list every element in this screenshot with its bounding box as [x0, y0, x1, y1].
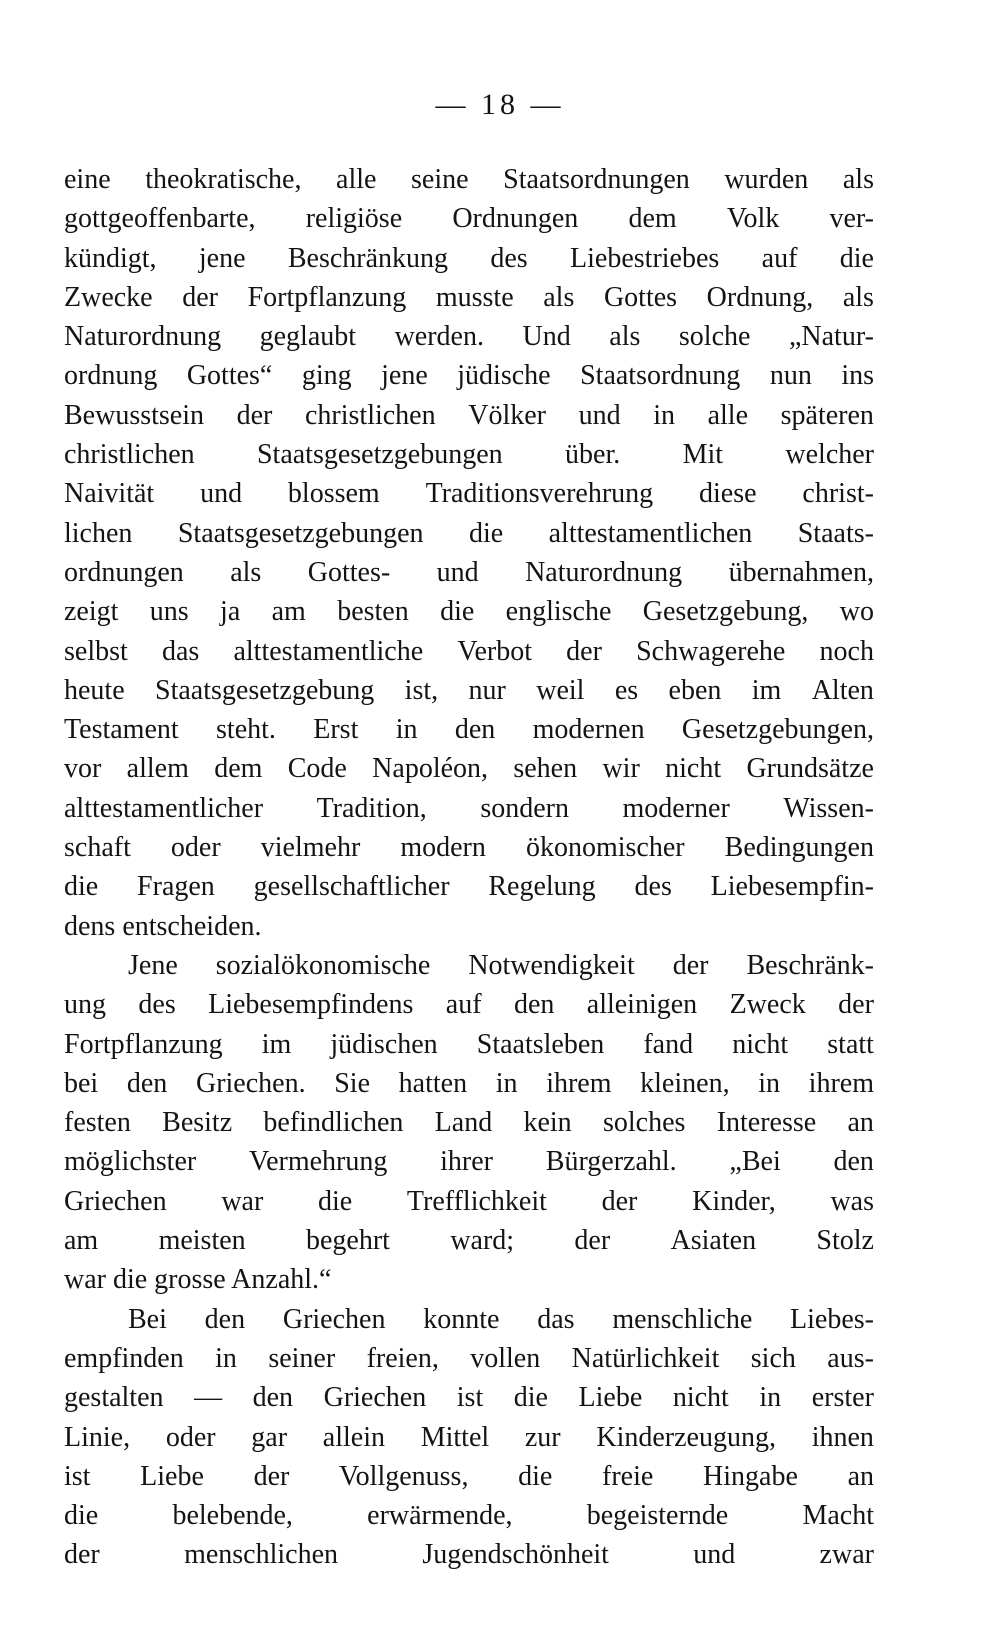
word: Wissen- — [783, 792, 874, 824]
text-line — [64, 553, 874, 592]
word: die — [64, 1500, 99, 1532]
word: in — [495, 1067, 518, 1099]
word: meisten — [158, 1225, 246, 1257]
word: im — [261, 1028, 292, 1060]
word: als — [230, 556, 262, 588]
text-line — [64, 867, 874, 906]
word: solches — [602, 1107, 686, 1139]
word: eine — [64, 164, 111, 195]
word: der — [64, 1539, 100, 1571]
word: in — [653, 399, 675, 431]
word: Volk — [726, 203, 780, 235]
word: Sie — [334, 1067, 371, 1099]
word: festen — [64, 1107, 131, 1139]
word: Griechen — [323, 1382, 427, 1414]
text-line — [64, 1457, 874, 1496]
word: als — [842, 281, 874, 313]
word: Regelung — [488, 871, 596, 903]
word: christlichen — [304, 399, 436, 431]
word: christlichen — [64, 439, 195, 471]
word: und — [200, 478, 243, 510]
word: gesellschaftlicher — [253, 871, 450, 903]
word: Naivität — [64, 478, 155, 510]
word: Testament — [64, 714, 179, 746]
word: sehen — [513, 753, 578, 785]
word: nun — [769, 360, 812, 392]
word: heute — [64, 674, 125, 706]
word: Naturordnung — [525, 556, 683, 588]
word: zeigt — [64, 596, 119, 628]
word: ihrem — [808, 1067, 874, 1099]
word: christ- — [802, 478, 874, 510]
word: über. — [565, 439, 621, 471]
word: ist, — [404, 674, 439, 706]
word: statt — [827, 1028, 874, 1060]
word: besten — [337, 596, 409, 628]
word: ihnen — [811, 1421, 874, 1453]
word: aus- — [827, 1342, 874, 1374]
word: am — [64, 1225, 99, 1257]
word: Staats- — [797, 517, 874, 549]
text-line — [64, 396, 874, 435]
word: eben — [668, 674, 722, 706]
word: Alten — [811, 674, 874, 706]
word: des — [634, 871, 672, 903]
word: ist — [64, 1460, 91, 1492]
word: modernen — [532, 714, 645, 746]
word: alttestamentlichen — [548, 517, 753, 549]
word: nicht — [732, 1028, 789, 1060]
word: nicht — [665, 753, 722, 785]
word: des — [138, 989, 176, 1021]
text-line — [64, 1339, 874, 1378]
text-line — [64, 789, 874, 828]
word: konnte — [423, 1303, 500, 1335]
text-line — [64, 1496, 874, 1535]
word: erwärmende, — [367, 1500, 513, 1532]
text-line — [64, 1064, 874, 1103]
word: modern — [400, 832, 486, 864]
word: auf — [761, 242, 798, 274]
word: geglaubt — [259, 321, 357, 353]
word: diese — [699, 478, 757, 510]
word: Code — [287, 753, 347, 785]
word: sondern — [480, 792, 569, 824]
word: ja — [220, 596, 241, 628]
word: ung — [64, 989, 106, 1021]
word: der — [574, 1225, 611, 1257]
word: Griechen — [64, 1185, 167, 1217]
word: gestalten — [64, 1382, 164, 1414]
word: an — [847, 1107, 874, 1139]
word: moderner — [622, 792, 730, 824]
word: Natürlichkeit — [571, 1342, 720, 1374]
word: Bürgerzahl. — [545, 1146, 677, 1178]
text-line — [64, 710, 874, 749]
word: die — [440, 596, 475, 628]
word: Erst — [313, 714, 359, 746]
word: gar — [251, 1421, 288, 1453]
word: begeisternde — [586, 1500, 729, 1532]
word: dem — [628, 203, 677, 235]
word: die — [839, 242, 874, 274]
body-text — [64, 160, 874, 1575]
text-line — [64, 239, 874, 278]
word: Liebesempfindens — [208, 989, 414, 1021]
word: vollen — [470, 1342, 541, 1374]
text-line — [64, 435, 874, 474]
text-line — [64, 828, 874, 867]
word: kündigt, — [64, 242, 157, 274]
word: Fragen — [137, 871, 215, 903]
word: als — [543, 281, 575, 313]
word: den — [252, 1382, 294, 1414]
word: ward; — [450, 1225, 515, 1257]
word: Kinderzeugung, — [596, 1421, 776, 1453]
word: Bewusstsein — [64, 399, 204, 431]
word: an — [847, 1460, 874, 1492]
text-line — [64, 985, 874, 1024]
word: steht. — [216, 714, 276, 746]
word: Zwecke — [64, 281, 153, 313]
word: Linie, — [64, 1421, 131, 1453]
word: den — [126, 1067, 168, 1099]
word: Besitz — [162, 1107, 233, 1139]
word: am — [271, 596, 306, 628]
word: in — [759, 1382, 782, 1414]
word: Staatsordnungen — [503, 164, 690, 195]
word: ist — [456, 1382, 484, 1414]
word: englische — [505, 596, 612, 628]
word: Trefflichkeit — [406, 1185, 547, 1217]
word: Vollgenuss, — [339, 1460, 469, 1492]
word: im — [751, 674, 782, 706]
word: Napoléon, — [372, 753, 489, 785]
word: als — [842, 164, 874, 195]
word: ihrem — [546, 1067, 612, 1099]
word: — — [194, 1382, 223, 1414]
word: nur — [468, 674, 506, 706]
word: und — [436, 556, 479, 588]
word: nicht — [672, 1382, 729, 1414]
word: ordnung — [64, 360, 158, 392]
word: erster — [811, 1382, 874, 1414]
word: alle — [707, 399, 749, 431]
word: oder — [165, 1421, 216, 1453]
word: noch — [819, 635, 874, 667]
word: Staatsgesetzgebungen — [256, 439, 503, 471]
word: Beschränk- — [746, 949, 874, 981]
text-line — [64, 946, 874, 985]
word: es — [614, 674, 639, 706]
word: Stolz — [816, 1225, 874, 1257]
word: sozialökonomische — [215, 949, 431, 981]
text-line — [64, 671, 874, 710]
word: alle — [336, 164, 377, 195]
text-line — [64, 356, 874, 395]
word: Mittel — [420, 1421, 490, 1453]
text-line — [64, 1103, 874, 1142]
word: Ordnung, — [706, 281, 814, 313]
word: Griechen. — [195, 1067, 306, 1099]
word: religiöse — [305, 203, 403, 235]
word: Verbot — [457, 635, 532, 667]
word: wurden — [724, 164, 809, 195]
word: Kinder, — [692, 1185, 776, 1217]
word: Bei — [128, 1303, 167, 1335]
word: Ordnungen — [452, 203, 579, 235]
text-line — [64, 160, 874, 199]
word: das — [161, 635, 200, 667]
word: ökonomischer — [525, 832, 685, 864]
word: Mit — [682, 439, 724, 471]
word: solche — [678, 321, 751, 353]
page-number: — 18 — — [435, 88, 565, 121]
word: Macht — [802, 1500, 874, 1532]
text-line — [64, 199, 874, 238]
word: freien, — [366, 1342, 439, 1374]
word: alttestamentliche — [233, 635, 424, 667]
word: menschliche — [612, 1303, 753, 1335]
word: alttestamentlicher — [64, 792, 264, 824]
word: Liebe — [578, 1382, 643, 1414]
word: die — [518, 1460, 553, 1492]
word: und — [578, 399, 621, 431]
word: „Bei — [729, 1146, 781, 1178]
word: oder — [170, 832, 221, 864]
word: ver- — [829, 203, 874, 235]
word: was — [830, 1185, 874, 1217]
word: begehrt — [306, 1225, 390, 1257]
word: Hingabe — [703, 1460, 798, 1492]
word: die — [318, 1185, 353, 1217]
text-line — [64, 474, 874, 513]
word: Interesse — [716, 1107, 817, 1139]
text-line — [64, 514, 874, 553]
word: Liebestriebes — [570, 242, 720, 274]
word: den — [204, 1303, 246, 1335]
text-line: dens entscheiden. — [64, 910, 262, 942]
word: „Natur- — [788, 321, 874, 353]
word: Staatsgesetzgebung — [155, 674, 375, 706]
word: jene — [381, 360, 428, 392]
word: Jugendschönheit — [422, 1539, 609, 1571]
word: Zweck — [729, 989, 806, 1021]
word: kleinen, — [640, 1067, 730, 1099]
word: theokratische, — [145, 164, 302, 195]
text-line — [64, 317, 874, 356]
text-line — [64, 1221, 874, 1260]
word: welcher — [785, 439, 874, 471]
word: Liebesempfin- — [710, 871, 874, 903]
word: möglichster — [64, 1146, 197, 1178]
word: wo — [839, 596, 874, 628]
word: in — [215, 1342, 237, 1374]
word: allem — [126, 753, 189, 785]
word: Griechen — [282, 1303, 386, 1335]
word: der — [236, 399, 273, 431]
word: Traditionsverehrung — [425, 478, 654, 510]
word: den — [833, 1146, 874, 1178]
word: seiner — [268, 1342, 336, 1374]
word: in — [395, 714, 418, 746]
word: Und — [522, 321, 571, 353]
word: Gesetzgebung, — [642, 596, 809, 628]
word: freie — [602, 1460, 654, 1492]
word: seine — [411, 164, 469, 195]
word: Gottes- — [307, 556, 391, 588]
word: ins — [841, 360, 874, 392]
word: Staatsleben — [476, 1028, 605, 1060]
word: sich — [750, 1342, 796, 1374]
word: alleinigen — [586, 989, 698, 1021]
word: Fortpflanzung — [64, 1028, 223, 1060]
word: empfinden — [64, 1342, 184, 1374]
word: die — [64, 871, 99, 903]
text-line — [64, 278, 874, 317]
word: allein — [322, 1421, 385, 1453]
word: Gesetzgebungen, — [681, 714, 874, 746]
word: werden. — [394, 321, 484, 353]
word: lichen — [64, 517, 133, 549]
word: und — [693, 1539, 736, 1571]
word: der — [672, 949, 709, 981]
word: vielmehr — [260, 832, 361, 864]
word: zur — [524, 1421, 561, 1453]
word: ordnungen — [64, 556, 184, 588]
word: Naturordnung — [64, 321, 222, 353]
word: übernahmen, — [728, 556, 874, 588]
text-line — [64, 632, 874, 671]
word: Fortpflanzung — [247, 281, 407, 313]
word: Land — [434, 1107, 493, 1139]
word: selbst — [64, 635, 128, 667]
word: blossem — [287, 478, 380, 510]
word: ging — [301, 360, 352, 392]
word: ihrer — [440, 1146, 493, 1178]
word: uns — [149, 596, 189, 628]
text-line — [64, 749, 874, 788]
word: Liebes- — [790, 1303, 874, 1335]
word: Jene — [128, 949, 178, 981]
word: der — [182, 281, 218, 313]
word: Völker — [468, 399, 546, 431]
word: die — [468, 517, 504, 549]
word: jüdische — [457, 360, 551, 392]
word: Asiaten — [670, 1225, 757, 1257]
word: Notwendigkeit — [468, 949, 635, 981]
word: Beschränkung — [287, 242, 449, 274]
word: der — [601, 1185, 638, 1217]
word: dem — [214, 753, 263, 785]
word: als — [609, 321, 641, 353]
word: Vermehrung — [248, 1146, 388, 1178]
word: den — [454, 714, 496, 746]
word: belebende, — [172, 1500, 293, 1532]
text-line — [64, 1182, 874, 1221]
word: musste — [435, 281, 514, 313]
word: wir — [602, 753, 640, 785]
word: die — [513, 1382, 548, 1414]
word: den — [513, 989, 555, 1021]
word: schaft — [64, 832, 131, 864]
word: das — [537, 1303, 575, 1335]
word: auf — [445, 989, 482, 1021]
word: fand — [643, 1028, 694, 1060]
word: Gottes“ — [186, 360, 273, 392]
word: jüdischen — [330, 1028, 438, 1060]
word: des — [490, 242, 528, 274]
word: der — [566, 635, 602, 667]
word: zwar — [819, 1539, 874, 1571]
word: hatten — [398, 1067, 468, 1099]
word: Gottes — [603, 281, 678, 313]
word: Bedingungen — [724, 832, 874, 864]
word: befindlichen — [263, 1107, 404, 1139]
word: kein — [523, 1107, 572, 1139]
word: Schwagerehe — [636, 635, 786, 667]
text-line — [64, 1535, 874, 1574]
word: der — [253, 1460, 290, 1492]
text-line — [64, 1300, 874, 1339]
word: späteren — [780, 399, 874, 431]
word: der — [838, 989, 874, 1021]
word: war — [221, 1185, 264, 1217]
word: weil — [536, 674, 585, 706]
word: jene — [198, 242, 246, 274]
word: vor — [64, 753, 102, 785]
text-line — [64, 1142, 874, 1181]
text-line — [64, 1025, 874, 1064]
word: Staatsordnung — [580, 360, 741, 392]
word: in — [758, 1067, 781, 1099]
word: Liebe — [140, 1460, 204, 1492]
word: bei — [64, 1067, 99, 1099]
word: Grundsätze — [746, 753, 874, 785]
text-line — [64, 1378, 874, 1417]
text-line: war die grosse Anzahl.“ — [64, 1264, 332, 1296]
text-line — [64, 1418, 874, 1457]
word: gottgeoffenbarte, — [64, 203, 256, 235]
word: Tradition, — [316, 792, 427, 824]
word: menschlichen — [184, 1539, 339, 1571]
text-line — [64, 592, 874, 631]
word: Staatsgesetzgebungen — [177, 517, 424, 549]
